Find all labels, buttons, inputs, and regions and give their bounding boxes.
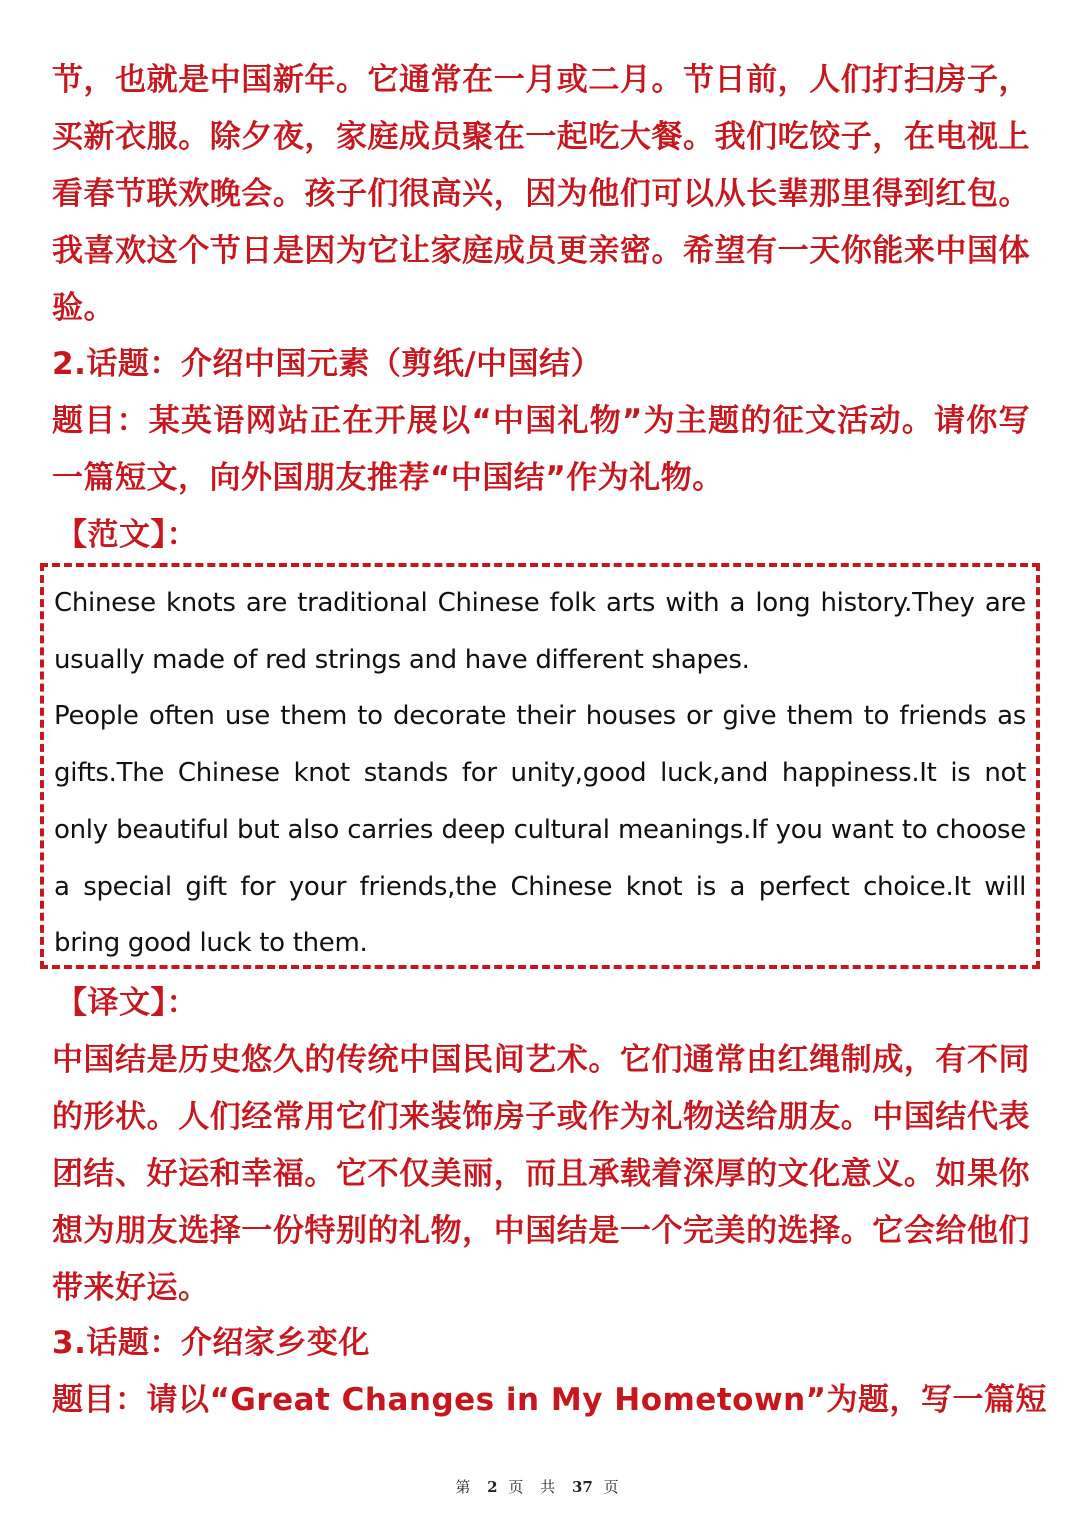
- topic-2-prompt: 题目：某英语网站正在开展以“中国礼物”为主题的征文活动。请你写一篇短文，向外国朋友推荐“中国结”作为礼物。: [52, 403, 1030, 496]
- essay-paragraph: Chinese knots are traditional Chinese folk arts with a long history.They are usually made of red strings and have different shapes.: [54, 588, 1026, 675]
- spring-festival-translation-continued: 节，也就是中国新年。它通常在一月或二月。节日前，人们打扫房子，买新衣服。除夕夜，家庭成员聚在一起吃大餐。我们吃饺子，在电视上看春节联欢晚会。孩子们很高兴，因为他们可以从长辈那里得到红包。我喜欢这个节日是因为它让家庭成员更亲密。希望有一天你能来中国体验。: [52, 62, 1030, 326]
- model-essay: [54, 575, 1026, 972]
- footer-page-number: 2: [487, 1478, 498, 1496]
- topic-3-heading: 3.话题：介绍家乡变化: [52, 1325, 370, 1361]
- footer-prefix: 第: [455, 1478, 477, 1496]
- model-essay-box: [40, 563, 1040, 969]
- translation-text: 中国结是历史悠久的传统中国民间艺术。它们通常由红绳制成，有不同的形状。人们经常用它们来装饰房子或作为礼物送给朋友。中国结代表团结、好运和幸福。它不仅美丽，而且承载着深厚的文化意义。如果你想为朋友选择一份特别的礼物，中国结是一个完美的选择。它会给他们带来好运。: [52, 1042, 1030, 1306]
- model-essay-label: 【范文】：: [56, 517, 198, 553]
- footer-middle: 页 共: [508, 1478, 562, 1496]
- footer-total-pages: 37: [571, 1478, 593, 1496]
- footer-suffix: 页: [603, 1478, 625, 1496]
- essay-paragraph: People often use them to decorate their houses or give them to friends as gifts.The Chinese knot stands for unity,good luck,and happiness.It is not only beautiful but also carries deep cultural meanings.If you want to choose a special gift for your friends,the Chinese knot is a perfect choice.It will bring good luck to them.: [54, 701, 1026, 959]
- page-footer: [0, 1476, 1080, 1497]
- topic-3-prompt: 题目：请以“Great Changes in My Hometown”为题，写一篇短: [52, 1382, 1048, 1418]
- topic-2-heading: 2.话题：介绍中国元素（剪纸/中国结）: [52, 346, 603, 382]
- translation-label: 【译文】：: [56, 985, 198, 1021]
